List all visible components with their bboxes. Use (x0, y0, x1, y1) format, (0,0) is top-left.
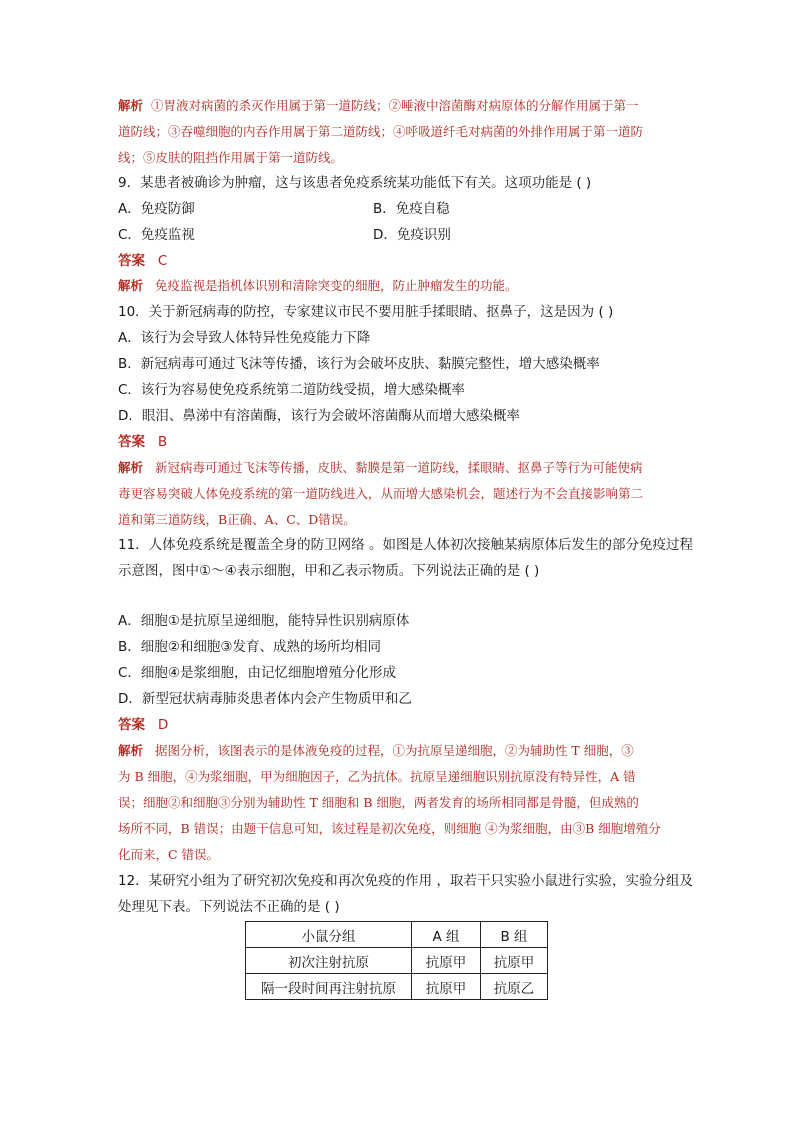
table-cell: 初次注射抗原 (246, 948, 412, 974)
analysis-prev-line-1 (118, 96, 638, 116)
q11-analysis-line-1 (118, 741, 634, 761)
q10-option-b: B．新冠病毒可通过飞沫等传播，该行为会破坏皮肤、黏膜完整性，增大感染概率 (118, 356, 600, 372)
q10-answer (118, 432, 167, 452)
q11-stem-line-2: 示意图，图中①～④表示细胞，甲和乙表示物质。下列说法正确的是 ( ) (118, 563, 540, 579)
q11-option-d: D．新型冠状病毒肺炎患者体内会产生物质甲和乙 (118, 691, 412, 707)
answer-value: B (157, 434, 168, 450)
table-cell: A 组 (412, 922, 481, 948)
table-cell: 抗原甲 (481, 948, 548, 974)
answer-label: 答案 (118, 434, 145, 450)
table-cell: 抗原甲 (412, 974, 481, 1000)
table-header-row (246, 922, 548, 948)
q9-option-d: D．免疫识别 (373, 227, 451, 243)
answer-value: D (157, 717, 169, 733)
analysis-label: 解析 (118, 460, 144, 475)
table-row (246, 948, 548, 974)
table-row (246, 974, 548, 1000)
q12-stem-line-2: 处理见下表。下列说法不正确的是 ( ) (118, 899, 340, 915)
q12-stem-line-1: 12．某研究小组为了研究初次免疫和再次免疫的作用 ，取若干只实验小鼠进行实验，实验分组及 (118, 873, 693, 889)
answer-label: 答案 (118, 717, 145, 733)
table-cell: 抗原乙 (481, 974, 548, 1000)
table-cell: B 组 (481, 922, 548, 948)
q11-stem-line-1: 11．人体免疫系统是覆盖全身的防卫网络 。如图是人体初次接触某病原体后发生的部分免疫过程 (118, 537, 693, 553)
answer-label: 答案 (118, 253, 145, 269)
q11-analysis-line-4: 场所不同，B 错误；由题干信息可知，该过程是初次免疫，则细胞 ④为浆细胞，由③B 细胞增殖分 (118, 821, 661, 836)
q10-option-a: A．该行为会导致人体特异性免疫能力下降 (118, 330, 371, 346)
table-cell: 抗原甲 (412, 948, 481, 974)
q9-option-a: A．免疫防御 (118, 201, 195, 217)
analysis-text: 据图分析，该图表示的是体液免疫的过程，①为抗原呈递细胞，②为辅助性 T 细胞，③ (154, 743, 634, 758)
q11-option-a: A．细胞①是抗原呈递细胞，能特异性识别病原体 (118, 613, 410, 629)
analysis-prev-line-2: 道防线；③吞噬细胞的内吞作用属于第二道防线；④呼吸道纤毛对病菌的外排作用属于第一道防 (118, 124, 644, 139)
q11-option-b: B．细胞②和细胞③发育、成熟的场所均相同 (118, 639, 381, 655)
q10-option-c: C．该行为容易使免疫系统第二道防线受损，增大感染概率 (118, 382, 465, 398)
analysis-prev-line-3: 线；⑤皮肤的阻挡作用属于第一道防线。 (118, 150, 344, 165)
answer-value: C (157, 253, 168, 269)
table-cell: 小鼠分组 (246, 922, 412, 948)
q11-analysis-line-2: 为 B 细胞，④为浆细胞，甲为细胞因子，乙为抗体。抗原呈递细胞识别抗原没有特异性，A 错 (118, 769, 636, 784)
analysis-label: 解析 (118, 98, 144, 113)
analysis-label: 解析 (118, 278, 144, 293)
analysis-label: 解析 (118, 743, 144, 758)
q10-stem: 10．关于新冠病毒的防控，专家建议市民不要用脏手揉眼睛、抠鼻子，这是因为 ( ) (118, 304, 614, 320)
q10-option-d: D．眼泪、鼻涕中有溶菌酶，该行为会破坏溶菌酶从而增大感染概率 (118, 408, 520, 424)
q11-option-c: C．细胞④是浆细胞，由记忆细胞增殖分化形成 (118, 665, 397, 681)
q9-option-c: C．免疫监视 (118, 227, 195, 243)
q11-answer (118, 715, 168, 735)
q12-table (245, 921, 548, 1000)
q9-option-b: B．免疫自稳 (373, 201, 450, 217)
q10-analysis-line-3: 道和第三道防线，B正确、A、C、D错误。 (118, 512, 356, 527)
q10-analysis-line-2: 毒更容易突破人体免疫系统的第一道防线进入，从而增大感染机会，题述行为不会直接影响第二 (118, 486, 644, 501)
table-cell: 隔一段时间再注射抗原 (246, 974, 412, 1000)
analysis-text: 免疫监视是指机体识别和清除突变的细胞，防止肿瘤发生的功能。 (154, 278, 518, 293)
analysis-text: ①胃液对病菌的杀灭作用属于第一道防线；②唾液中溶菌酶对病原体的分解作用属于第一 (150, 98, 639, 113)
q9-analysis (118, 276, 517, 296)
q10-analysis-line-1 (118, 458, 642, 478)
q11-analysis-line-5: 化而来，C 错误。 (118, 847, 220, 862)
q9-stem: 9．某患者被确诊为肿瘤，这与该患者免疫系统某功能低下有关。这项功能是 ( ) (118, 175, 592, 191)
q11-analysis-line-3: 误；细胞②和细胞③分别为辅助性 T 细胞和 B 细胞，两者发育的场所相同都是骨髓，但成熟的 (118, 795, 639, 810)
q9-answer (118, 251, 167, 271)
analysis-text: 新冠病毒可通过飞沫等传播，皮肤、黏膜是第一道防线，揉眼睛、抠鼻子等行为可能使病 (154, 460, 643, 475)
